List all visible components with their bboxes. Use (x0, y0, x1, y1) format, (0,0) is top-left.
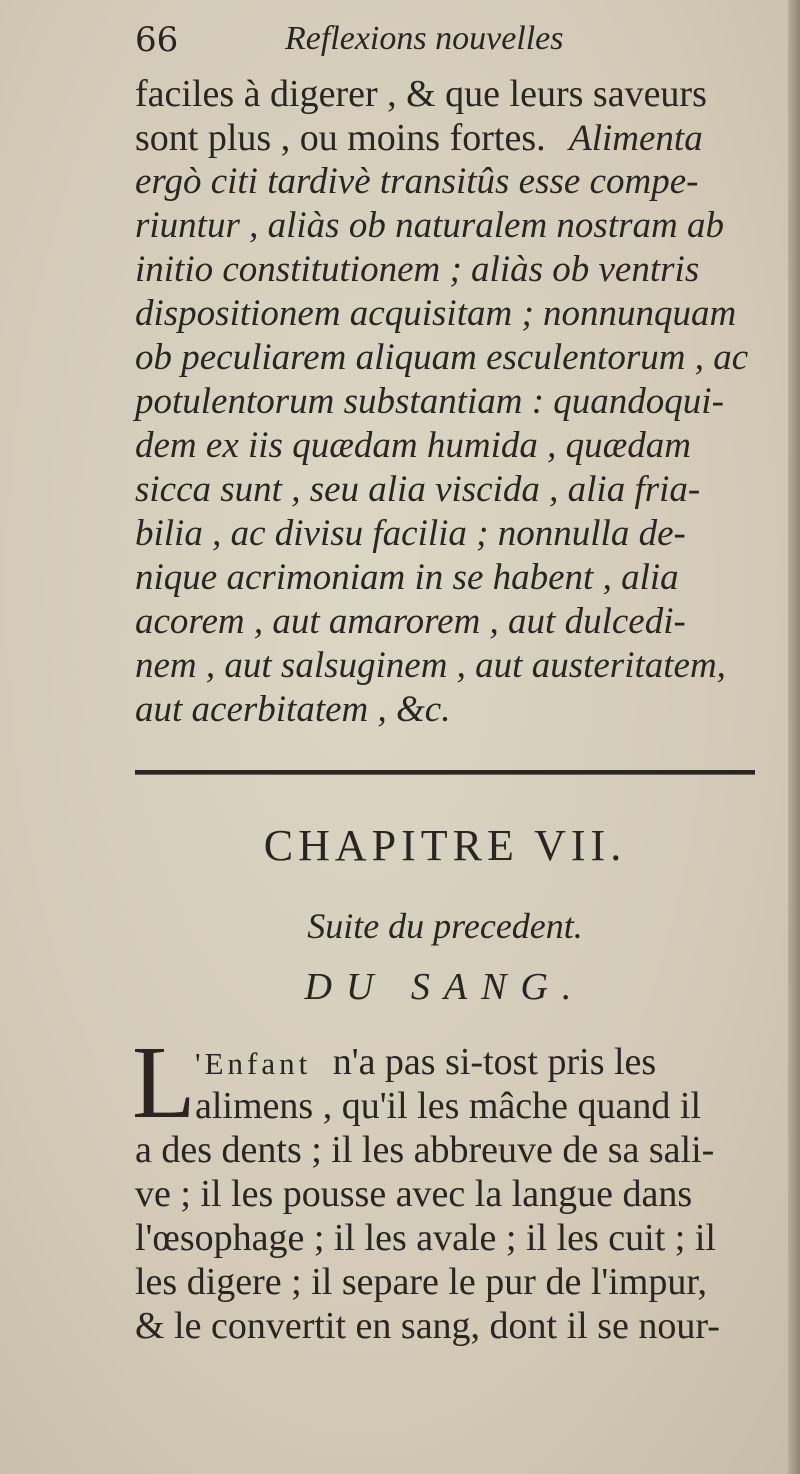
text-line: & le convertit en sang, dont il se nour- (135, 1305, 720, 1347)
text-line: faciles à digerer , & que leurs saveurs (135, 73, 707, 115)
latin-line: riuntur , aliàs ob naturalem nostram ab (135, 205, 724, 246)
section-rule (135, 770, 755, 775)
latin-line: nique acrimoniam in se habent , alia (135, 557, 679, 598)
page-edge (788, 0, 800, 1474)
text-line (195, 1040, 656, 1086)
latin-line: ergò citi tardivè transitûs esse compe- (135, 161, 699, 202)
text-line (135, 116, 703, 161)
section-title: DU SANG. (304, 966, 586, 1008)
text-line: les digere ; il separe le pur de l'impur, (135, 1261, 707, 1303)
latin-line: dem ex iis quædam humida , quædam (135, 425, 691, 466)
latin-line: aut acerbitatem , &c. (135, 689, 451, 730)
text-line: ve ; il les pousse avec la langue dans (135, 1173, 693, 1215)
latin-line: nem , aut salsuginem , aut austeritatem, (135, 645, 726, 686)
latin-line: dispositionem acquisitam ; nonnunquam (135, 293, 737, 334)
text-line: a des dents ; il les abbreuve de sa sali- (135, 1129, 715, 1171)
french-text: sont plus , ou moins fortes. (135, 117, 546, 159)
latin-inline: Alimenta (569, 118, 703, 159)
first-line-text: n'a pas si-tost pris les (332, 1041, 657, 1083)
latin-line: acorem , aut amarorem , aut dulcedi- (135, 601, 686, 642)
page-number: 66 (135, 20, 179, 60)
first-word: 'Enfant (195, 1046, 312, 1081)
latin-line: potulentorum substantiam : quandoqui- (135, 381, 724, 422)
latin-line: bilia , ac divisu facilia ; nonnulla de- (135, 513, 686, 554)
chapter-title: CHAPITRE VII. (263, 821, 627, 870)
latin-line: ob peculiarem aliquam esculentorum , ac (135, 337, 749, 378)
drop-cap: L (132, 1025, 196, 1140)
text-line: l'œsophage ; il les avale ; il les cuit ; il (135, 1217, 716, 1259)
latin-line: initio constitutionem ; aliàs ob ventris (135, 249, 700, 290)
page-header (135, 20, 635, 64)
latin-line: sicca sunt , seu alia viscida , alia fria- (135, 469, 701, 510)
text-line: alimens , qu'il les mâche quand il (195, 1085, 702, 1127)
chapter-subtitle: Suite du precedent. (307, 906, 583, 946)
running-head: Reflexions nouvelles (285, 20, 564, 57)
